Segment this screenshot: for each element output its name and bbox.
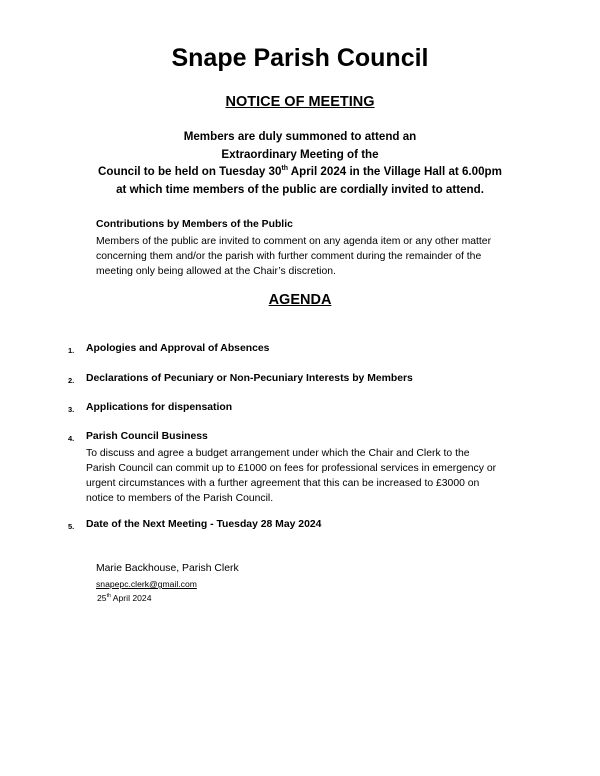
notice-date	[97, 593, 152, 603]
summons-line: at which time members of the public are cordially invited to attend.	[116, 183, 484, 196]
body-line: To discuss and agree a budget arrangement under which the Chair and Clerk to the	[86, 448, 470, 459]
date-text: April 2024	[110, 593, 152, 603]
summons-text: April 2024 in the Village Hall at 6.00pm	[288, 165, 502, 178]
council-title: Snape Parish Council	[171, 44, 429, 72]
agenda-item-title: Parish Council Business	[86, 431, 208, 442]
agenda-number: 2.	[68, 376, 75, 385]
body-line: Members of the public are invited to comment on any agenda item or any other matter	[96, 236, 492, 247]
agenda-number: 3.	[68, 405, 75, 414]
summons-line: Members are duly summoned to attend an	[183, 130, 417, 143]
agenda-item-title: Applications for dispensation	[86, 402, 233, 413]
clerk-name: Marie Backhouse, Parish Clerk	[96, 563, 239, 574]
body-line: Parish Council can commit up to £1000 on fees for professional services in emergency or	[86, 463, 497, 474]
summons-line	[0, 165, 600, 178]
agenda-item-title: Declarations of Pecuniary or Non-Pecuniary Interests by Members	[86, 373, 413, 384]
date-sup: th	[106, 593, 111, 600]
agenda-item-title: Date of the Next Meeting - Tuesday 28 May 2024	[86, 519, 322, 530]
agenda-number: 4.	[68, 434, 75, 443]
body-line: concerning them and/or the parish with further comment during the remainder of the	[96, 251, 482, 262]
summons-sup: th	[281, 165, 289, 173]
date-text: 25	[97, 593, 107, 603]
body-line: urgent circumstances with a further agreement that this can be increased to £3000 on	[86, 478, 480, 489]
agenda-item-body	[86, 446, 496, 506]
body-line: meeting only being allowed at the Chair’s discretion.	[96, 266, 336, 277]
clerk-email-link[interactable]: snapepc.clerk@gmail.com	[96, 579, 197, 589]
agenda-item-title: Apologies and Approval of Absences	[86, 343, 270, 354]
body-line: notice to members of the Parish Council.	[86, 493, 274, 504]
agenda-number: 5.	[68, 522, 75, 531]
agenda-heading: AGENDA	[268, 292, 332, 308]
summons-line: Extraordinary Meeting of the	[221, 148, 379, 161]
summons-text: Council to be held on Tuesday 30	[98, 165, 282, 178]
notice-heading: NOTICE OF MEETING	[225, 94, 375, 110]
contributions-body	[96, 234, 491, 279]
agenda-number: 1.	[68, 346, 75, 355]
contributions-heading: Contributions by Members of the Public	[96, 219, 293, 230]
